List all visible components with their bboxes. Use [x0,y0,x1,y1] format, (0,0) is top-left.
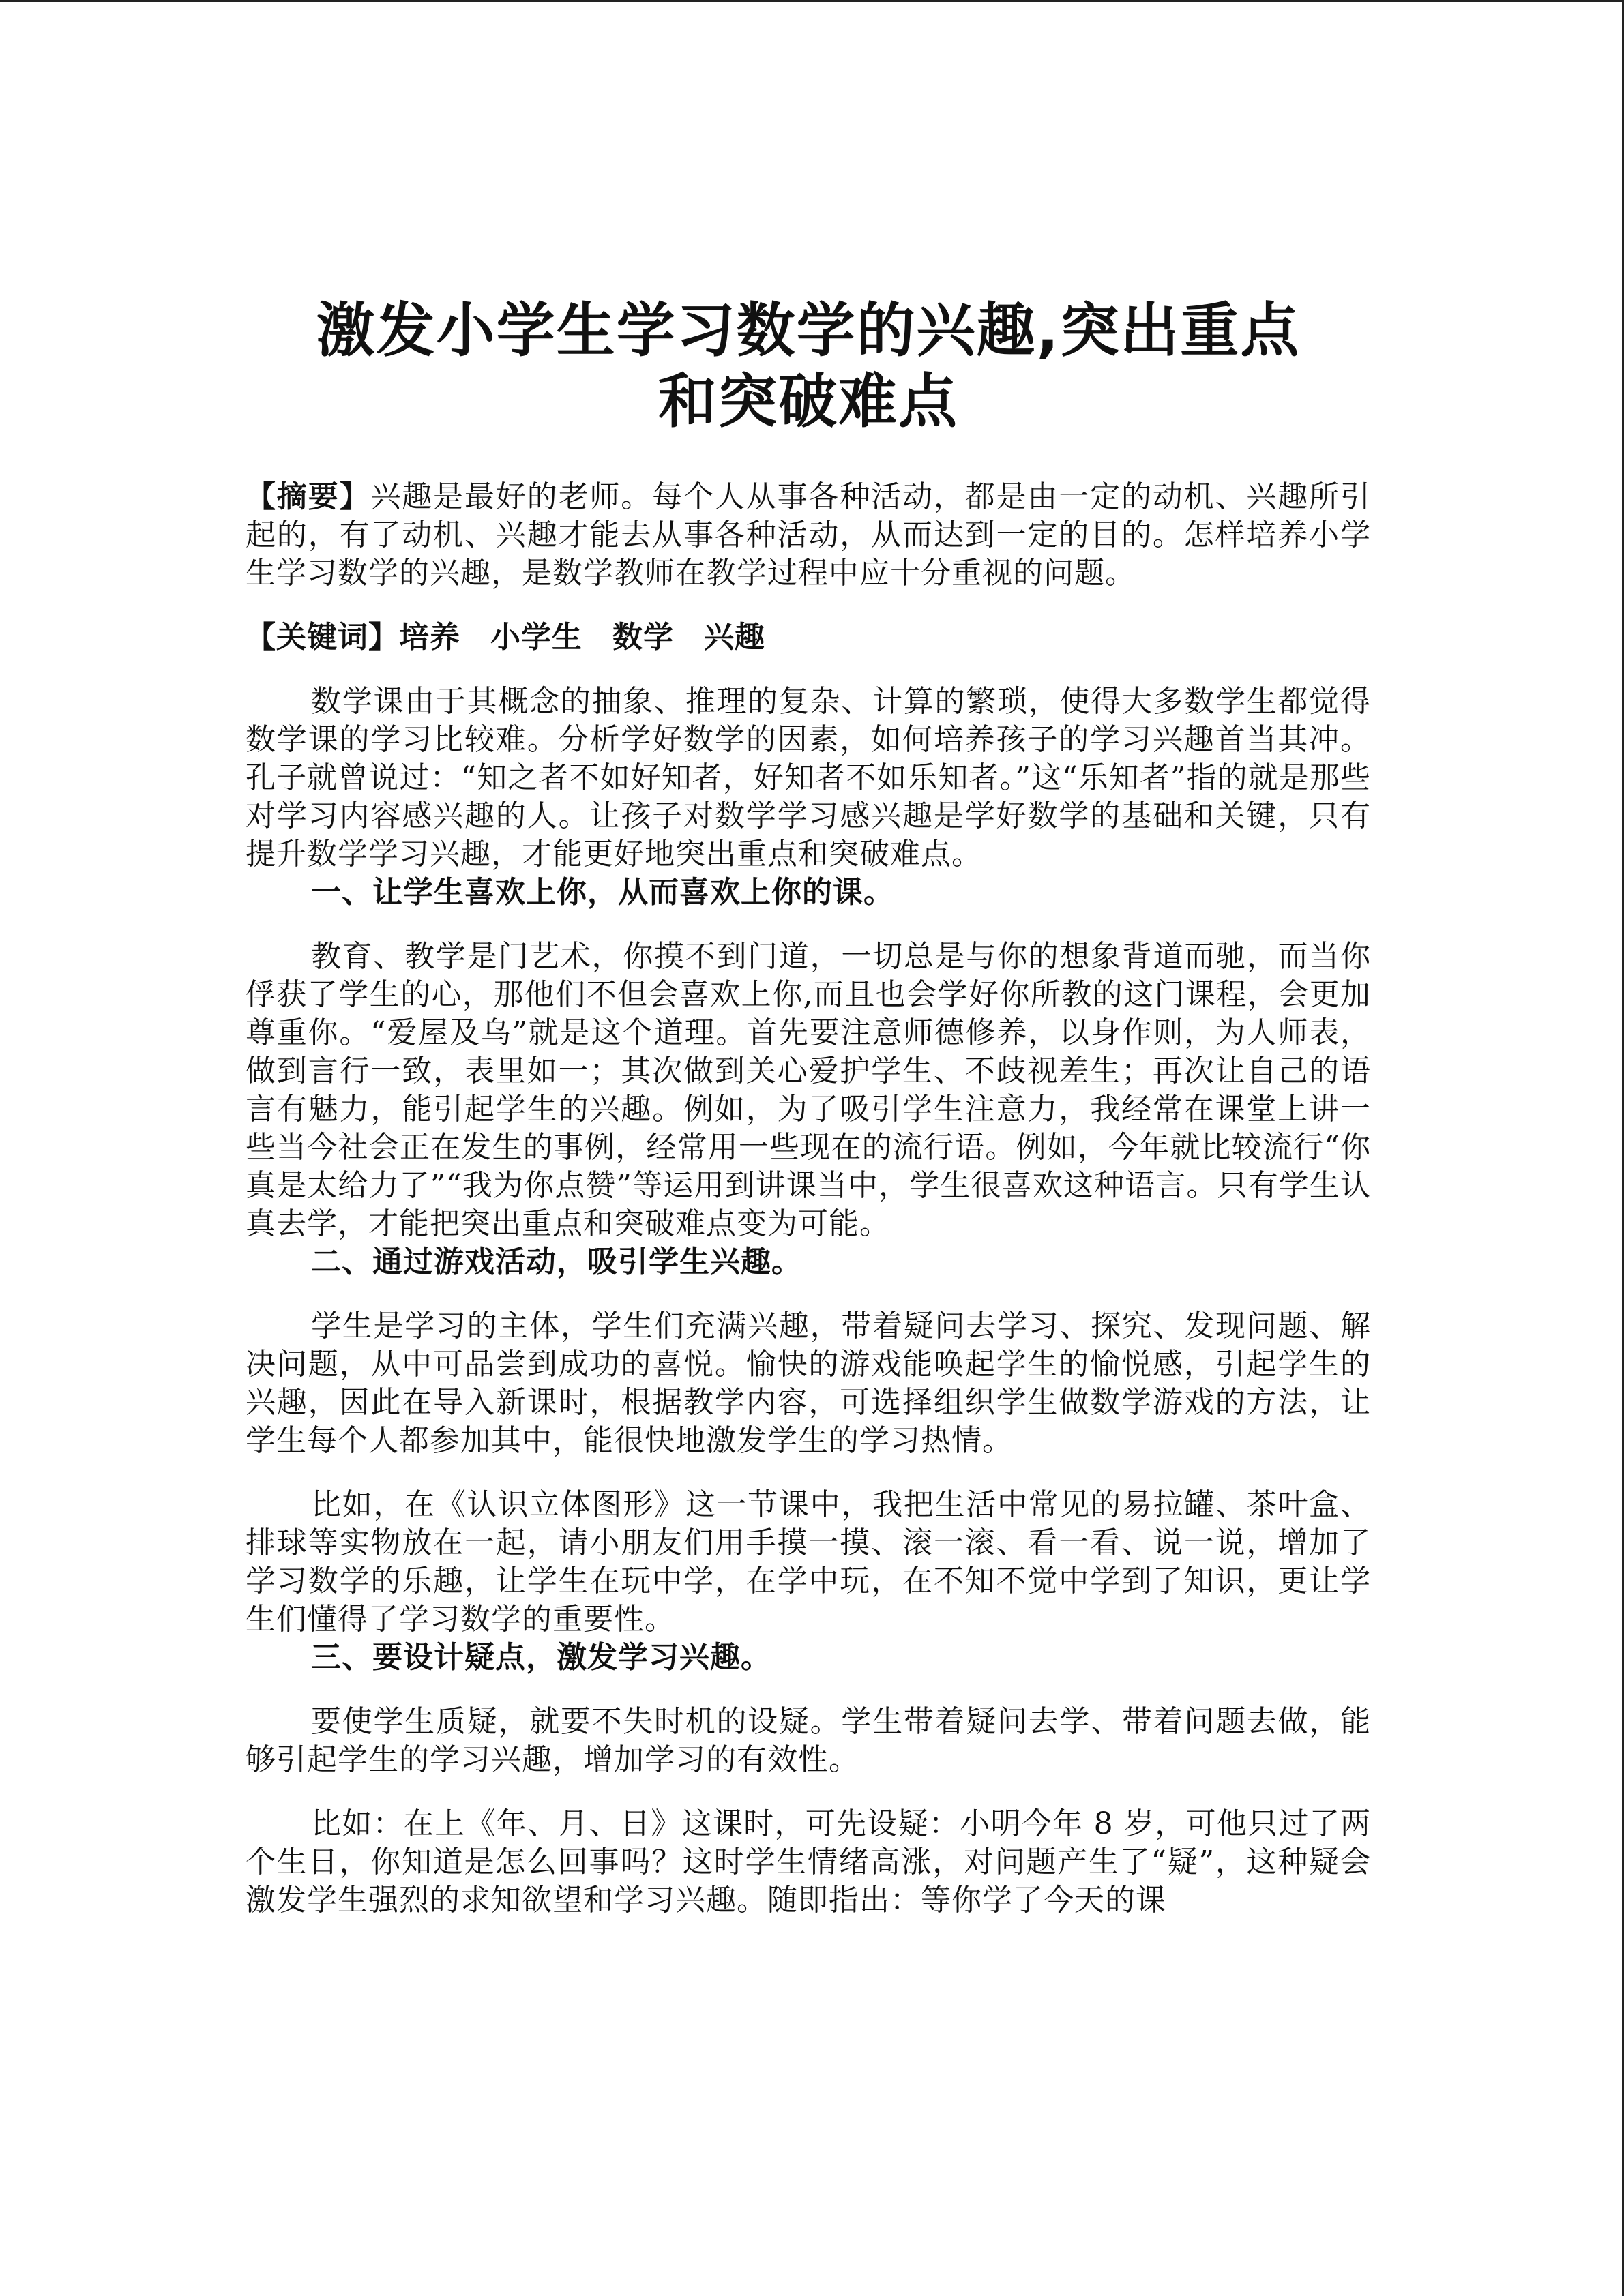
abstract [246,478,1371,593]
keyword: 数学 [612,620,674,655]
keywords-label: 【关键词】 [246,620,399,655]
section-1-paragraph-1: 教育、教学是门艺术，你摸不到门道，一切总是与你的想象背道而驰，而当你俘获了学生的心，那他们不但会喜欢上你,而且也会学好你所教的这门课程，会更加尊重你。“爱屋及乌”就是这个道理。首先要注意师德修养，以身作则，为人师表，做到言行一致，表里如一；其次做到关心爱护学生、不歧视差生；再次让自己的语言有魅力，能引起学生的兴趣。例如，为了吸引学生注意力，我经常在课堂上讲一些当今社会正在发生的事例，经常用一些现在的流行语。例如，今年就比较流行“你真是太给力了”“我为你点赞”等运用到讲课当中，学生很喜欢这种语言。只有学生认真去学，才能把突出重点和突破难点变为可能。 [246,939,1371,1241]
section-2-paragraph-1: 学生是学习的主体，学生们充满兴趣，带着疑问去学习、探究、发现问题、解决问题，从中可品尝到成功的喜悦。愉快的游戏能唤起学生的愉悦感，引起学生的兴趣，因此在导入新课时，根据教学内容，可选择组织学生做数学游戏的方法，让学生每个人都参加其中，能很快地激发学生的学习热情。 [246,1309,1371,1458]
keyword: 小学生 [490,620,582,655]
keyword: 兴趣 [704,620,765,655]
title-line-2: 和突破难点 [658,368,958,436]
intro-paragraph: 数学课由于其概念的抽象、推理的复杂、计算的繁琐，使得大多数学生都觉得数学课的学习比较难。分析学好数学的因素，如何培养孩子的学习兴趣首当其冲。孔子就曾说过：“知之者不如好知者，好知者不如乐知者。”这“乐知者”指的就是那些对学习内容感兴趣的人。让孩子对数学学习感兴趣是学好数学的基础和关键，只有提升数学学习兴趣，才能更好地突出重点和突破难点。 [246,684,1371,871]
document-body [246,295,1371,1920]
section-3-paragraph-2: 比如：在上《年、月、日》这课时，可先设疑：小明今年 8 岁，可他只过了两个生日，你知道是怎么回事吗？这时学生情绪高涨，对问题产生了“疑”，这种疑会激发学生强烈的求知欲望和学习兴趣。随即指出：等你学了今天的课 [246,1806,1371,1918]
section-heading-2: 二、通过游戏活动，吸引学生兴趣。 [311,1244,802,1279]
section-2-paragraph-2: 比如，在《认识立体图形》这一节课中，我把生活中常见的易拉罐、茶叶盒、排球等实物放在一起，请小朋友们用手摸一摸、滚一滚、看一看、说一说，增加了学习数学的乐趣，让学生在玩中学，在学中玩，在不知不觉中学到了知识，更让学生们懂得了学习数学的重要性。 [246,1487,1371,1637]
title-line-1: 激发小学生学习数学的兴趣,突出重点 [316,297,1301,365]
abstract-text: 兴趣是最好的老师。每个人从事各种活动，都是由一定的动机、兴趣所引起的，有了动机、兴趣才能去从事各种活动，从而达到一定的目的。怎样培养小学生学习数学的兴趣，是数学教师在教学过程中应十分重视的问题。 [246,479,1372,591]
abstract-label: 【摘要】 [246,479,371,514]
keyword: 培养 [399,620,460,655]
keywords [246,618,1371,657]
section-3-paragraph-1: 要使学生质疑，就要不失时机的设疑。学生带着疑问去学、带着问题去做，能够引起学生的学习兴趣，增加学习的有效性。 [246,1704,1371,1777]
section-heading-1: 一、让学生喜欢上你，从而喜欢上你的课。 [311,875,894,910]
section-heading-3: 三、要设计疑点，激发学习兴趣。 [311,1640,771,1675]
page-title [246,295,1371,437]
